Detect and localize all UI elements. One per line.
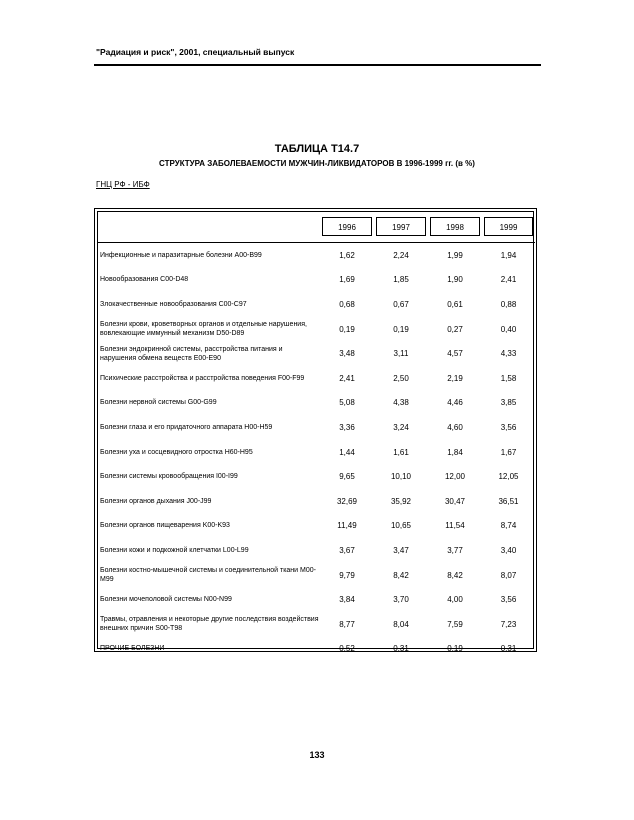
table-row: [98, 292, 535, 317]
percent-value-cell: 3,70: [393, 595, 409, 605]
percent-value-cell: 2,24: [393, 250, 409, 260]
disease-category-label: Болезни органов дыхания J00-J99: [100, 497, 212, 505]
percent-value-cell: 8,04: [393, 619, 409, 629]
percent-value-cell: 0,88: [500, 299, 517, 309]
table-row: [98, 317, 535, 342]
year-header-cell: [428, 212, 482, 243]
disease-category-label: Болезни кожи и подкожной клетчатки L00-L99: [100, 546, 249, 554]
percent-value-cell: 2,41: [500, 275, 517, 285]
percent-value-cell: 9,65: [339, 472, 355, 482]
percent-value-cell: 2,19: [447, 373, 463, 383]
table-row: [98, 366, 535, 391]
disease-category-label: Злокачественные новообразования C00-C97: [100, 300, 247, 308]
percent-value-cell: 4,33: [500, 349, 517, 359]
percent-value-cell: 7,59: [447, 619, 463, 629]
disease-category-label: Травмы, отравления и некоторые другие последствия воздействия внешних причин S00-T98: [100, 616, 319, 633]
table-subtitle: СТРУКТУРА ЗАБОЛЕВАЕМОСТИ МУЖЧИН-ЛИКВИДАТОРОВ В 1996-1999 гг. (в %): [159, 159, 475, 168]
year-header: 1999: [484, 217, 533, 236]
disease-category-label: Болезни нервной системы G00-G99: [100, 399, 217, 407]
year-header: 1998: [430, 217, 480, 236]
percent-value-cell: 10,10: [390, 472, 412, 482]
percent-value-cell: 11,54: [445, 521, 465, 531]
percent-value-cell: 4,38: [393, 398, 409, 408]
percent-value-cell: 8,07: [500, 570, 517, 580]
percent-value-cell: 4,00: [447, 595, 463, 605]
table-row: [98, 489, 535, 514]
disease-category-label: Болезни глаза и его придаточного аппарата H00-H59: [100, 423, 273, 431]
percent-value-cell: 32,69: [336, 496, 358, 506]
percent-value-cell: 2,41: [339, 373, 355, 383]
morbidity-table-frame: [94, 208, 537, 652]
percent-value-cell: 0,31: [393, 644, 409, 654]
disease-category-label: Новообразования C00-D48: [100, 276, 189, 284]
year-header-cell: [374, 212, 428, 243]
percent-value-cell: 3,56: [500, 595, 517, 605]
morbidity-table-inner: [97, 211, 534, 654]
table-row: [98, 268, 535, 293]
percent-value-cell: 1,90: [447, 275, 463, 285]
percent-value-cell: 0,19: [393, 324, 409, 334]
table-body: [98, 212, 535, 661]
percent-value-cell: 8,42: [447, 570, 463, 580]
percent-value-cell: 1,67: [500, 447, 517, 457]
percent-value-cell: 4,46: [447, 398, 463, 408]
percent-value-cell: 0,61: [447, 299, 463, 309]
percent-value-cell: 1,62: [339, 250, 355, 260]
percent-value-cell: 1,94: [500, 250, 517, 260]
percent-value-cell: 9,79: [339, 570, 355, 580]
year-header-cell: [482, 212, 535, 243]
percent-value-cell: 0,27: [447, 324, 463, 334]
year-header: 1996: [322, 217, 372, 236]
disease-category-label: Болезни крови, кроветворных органов и отдельные нарушения, вовлекающие иммунный механизм D50-D89: [100, 321, 307, 338]
source-label: ГНЦ РФ - ИБФ: [96, 180, 150, 189]
percent-value-cell: 3,36: [339, 422, 355, 432]
percent-value-cell: 1,84: [447, 447, 463, 457]
percent-value-cell: 3,56: [500, 422, 517, 432]
percent-value-cell: 3,85: [500, 398, 517, 408]
percent-value-cell: 8,42: [393, 570, 409, 580]
percent-value-cell: 8,74: [500, 521, 517, 531]
percent-value-cell: 12,00: [444, 472, 466, 482]
percent-value-cell: 1,99: [447, 250, 463, 260]
disease-category-label: Болезни органов пищеварения K00-K93: [100, 522, 230, 530]
header-rule: [94, 64, 541, 66]
disease-category-label: ПРОЧИЕ БОЛЕЗНИ: [100, 645, 165, 653]
percent-value-cell: 10,65: [390, 521, 412, 531]
percent-value-cell: 3,40: [500, 545, 517, 555]
percent-value-cell: 3,84: [339, 595, 355, 605]
disease-category-label: Болезни эндокринной системы, расстройства питания и нарушения обмена веществ E00-E90: [100, 345, 283, 362]
table-row: [98, 563, 535, 588]
year-header-cell: [320, 212, 374, 243]
percent-value-cell: 12,05: [498, 472, 519, 482]
percent-value-cell: 1,58: [500, 373, 517, 383]
table-row: [98, 637, 535, 662]
percent-value-cell: 0,19: [339, 324, 355, 334]
percent-value-cell: 3,67: [339, 545, 355, 555]
table-row: [98, 538, 535, 563]
percent-value-cell: 0,68: [339, 299, 355, 309]
percent-value-cell: 3,77: [447, 545, 463, 555]
percent-value-cell: 3,11: [393, 349, 409, 359]
percent-value-cell: 1,69: [339, 275, 355, 285]
percent-value-cell: 4,60: [447, 422, 463, 432]
disease-category-label: Болезни системы кровообращения I00-I99: [100, 473, 238, 481]
percent-value-cell: 0,19: [447, 644, 463, 654]
table-row: [98, 612, 535, 637]
table-row: [98, 341, 535, 366]
percent-value-cell: 1,85: [393, 275, 409, 285]
percent-value-cell: 35,92: [390, 496, 412, 506]
disease-category-label: Инфекционные и паразитарные болезни A00-B99: [100, 251, 262, 259]
table-title: ТАБЛИЦА Т14.7: [274, 143, 360, 155]
table-row: [98, 587, 535, 612]
table-row: [98, 391, 535, 416]
percent-value-cell: 1,61: [393, 447, 409, 457]
table-row: [98, 415, 535, 440]
percent-value-cell: 11,49: [337, 521, 357, 531]
percent-value-cell: 2,50: [393, 373, 409, 383]
morbidity-table: [98, 212, 535, 661]
percent-value-cell: 3,47: [393, 545, 409, 555]
percent-value-cell: 5,08: [339, 398, 355, 408]
percent-value-cell: 0,31: [500, 644, 517, 654]
percent-value-cell: 3,48: [339, 349, 355, 359]
table-row: [98, 464, 535, 489]
percent-value-cell: 1,44: [339, 447, 355, 457]
table-row: [98, 243, 535, 268]
percent-value-cell: 0,52: [339, 644, 355, 654]
disease-category-label: Психические расстройства и расстройства поведения F00-F99: [100, 374, 305, 382]
disease-category-label: Болезни мочеполовой системы N00-N99: [100, 596, 232, 604]
page-number: 133: [309, 750, 325, 760]
percent-value-cell: 36,51: [498, 496, 519, 506]
percent-value-cell: 0,67: [393, 299, 409, 309]
percent-value-cell: 4,57: [447, 349, 463, 359]
table-row: [98, 514, 535, 539]
running-head: "Радиация и риск", 2001, специальный выпуск: [96, 47, 295, 57]
percent-value-cell: 30,47: [444, 496, 466, 506]
disease-category-label: Болезни костно-мышечной системы и соединительной ткани M00-M99: [100, 567, 316, 584]
year-header: 1997: [376, 217, 426, 236]
table-header-row: [98, 212, 535, 243]
percent-value-cell: 8,77: [339, 619, 355, 629]
percent-value-cell: 3,24: [393, 422, 409, 432]
header-empty-cell: [98, 212, 320, 243]
table-row: [98, 440, 535, 465]
percent-value-cell: 7,23: [500, 619, 517, 629]
percent-value-cell: 0,40: [500, 324, 517, 334]
disease-category-label: Болезни уха и сосцевидного отростка H60-H95: [100, 448, 253, 456]
